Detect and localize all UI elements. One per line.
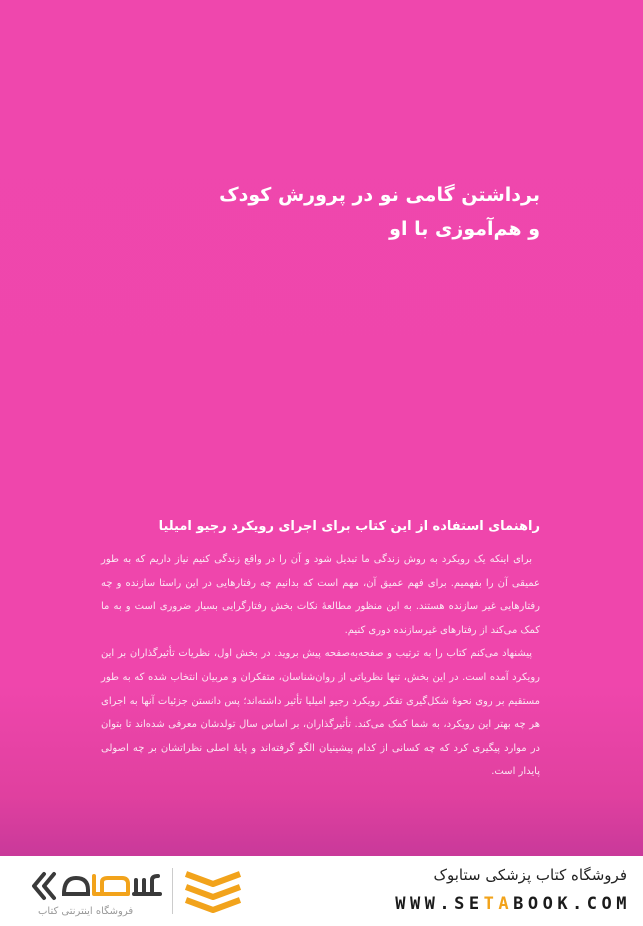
logo-divider (172, 868, 173, 914)
guide-body (101, 548, 540, 784)
store-url-link[interactable] (395, 894, 631, 914)
logo-tagline: فروشگاه اینترنتی کتاب (38, 906, 134, 917)
store-url-suffix: BOOK.COM (513, 894, 631, 914)
cover-title-line-1: برداشتن گامی نو در پرورش کودک (219, 184, 540, 206)
setabook-wordmark-logo (30, 868, 165, 904)
store-footer-banner[interactable] (0, 856, 643, 926)
cover-title-line-2: و هم‌آموزی با او (389, 218, 540, 240)
book-stack-chevron-icon (178, 870, 248, 914)
guide-heading: راهنمای استفاده از این کتاب برای اجرای رویکرد رجیو امیلیا (158, 519, 540, 534)
store-url-accent: TA (483, 894, 514, 914)
store-url-prefix: WWW.SE (395, 894, 484, 914)
guide-paragraph-2: پیشنهاد می‌کنم کتاب را به ترتیب و صفحه‌به‌صفحه پیش بروید. در بخش اول، نظریات تأثیرگذاران بر این رویکرد آمده است. در این بخش، تنها نظریاتی از روان‌شناسان، متفکران و مربیان انتخاب شده که به طور مستقیم بر روی نحوهٔ شکل‌گیری تفکر رویکرد رجیو امیلیا تأثیر داشته‌اند؛ پس دانستن جزئیات آنها به اجرای هر چه بهتر این رویکرد، به شما کمک می‌کند. تأثیرگذاران، بر اساس سال تولدشان معرفی شده‌اند تا بتوان در موارد پیگیری کرد که چه کسانی از کدام پیشینیان الگو گرفته‌اند و پایهٔ اصلی نظراتشان بر چه اصولی پایدار است. (101, 648, 540, 778)
store-name: فروشگاه کتاب پزشکی ستابوک (433, 866, 627, 884)
cover-title (140, 178, 540, 246)
guide-paragraph-1: برای اینکه یک رویکرد به روش زندگی ما تبدیل شود و آن را در واقع زندگی کنیم نیاز داریم که به طور عمیقی آن را بفهمیم. برای فهم عمیق آن، مهم است که بدانیم چه رفتارهایی در این راستا سازنده و چه رفتارهایی غیر سازنده هستند. به این منظور مطالعهٔ نکات بخش رفتارگرایی بسیار ضروری است و به ما کمک می‌کند از رفتارهای غیرسازنده دوری کنیم. (101, 554, 540, 636)
